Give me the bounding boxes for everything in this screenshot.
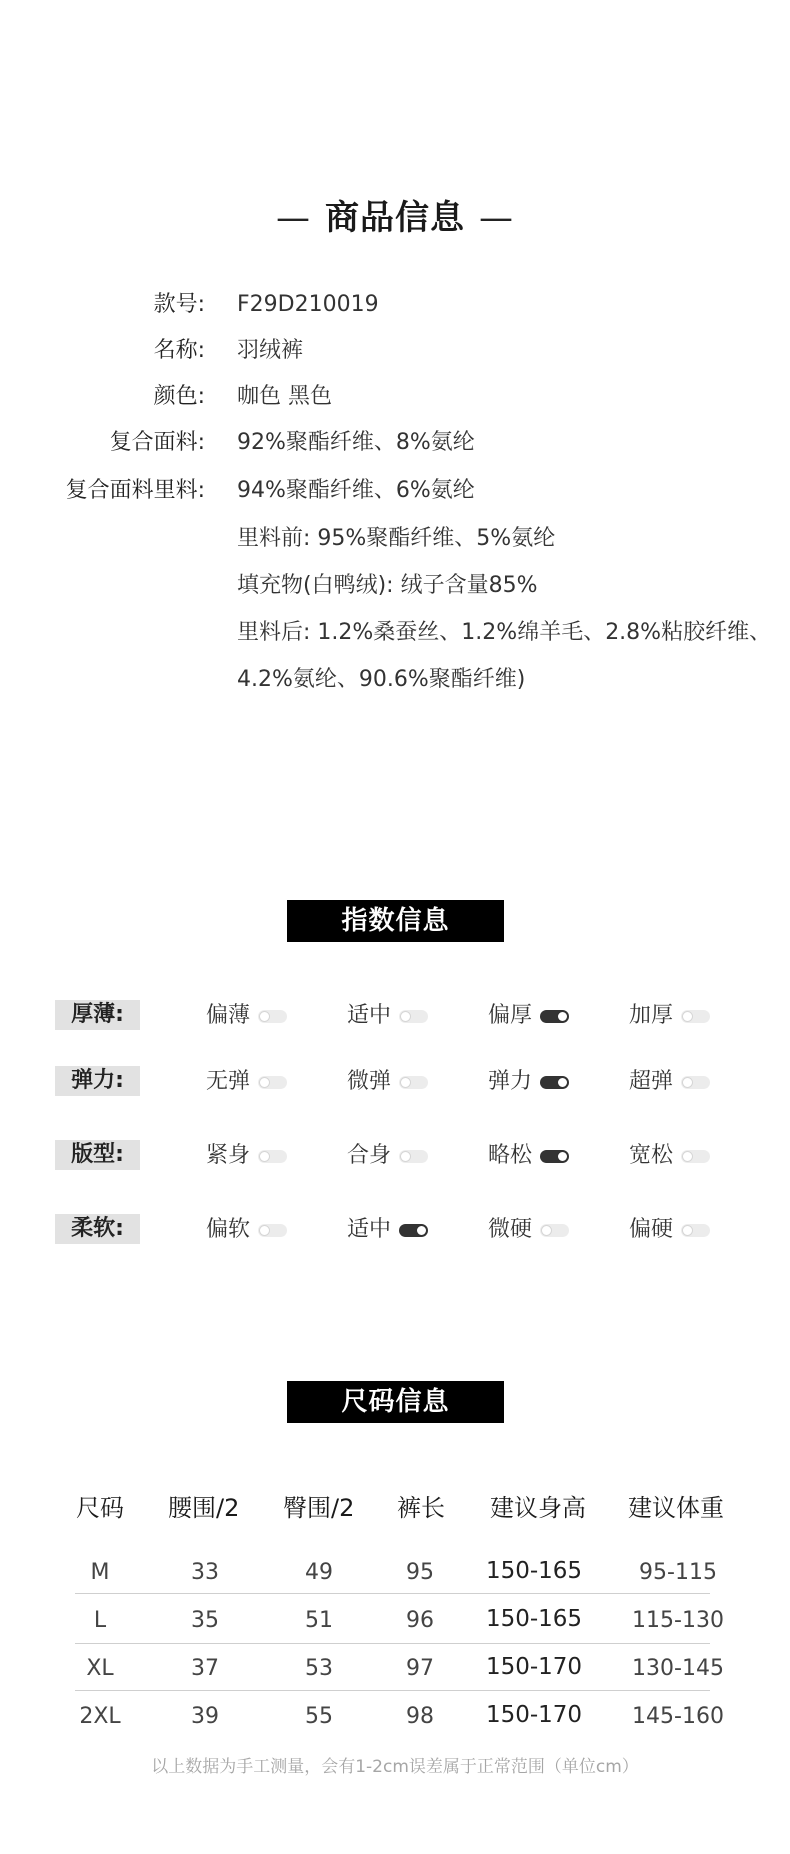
- index-option: [629, 1140, 710, 1172]
- index-option-label: 紧身: [206, 1143, 251, 1168]
- index-option: [488, 1000, 569, 1032]
- table-cell: 37: [191, 1656, 219, 1681]
- index-row-label: 柔软:: [55, 1214, 140, 1244]
- toggle-knob: [259, 1151, 270, 1162]
- index-row-softness: [0, 1214, 790, 1246]
- title-dash-left: —: [276, 198, 311, 238]
- table-cell: 98: [406, 1704, 434, 1729]
- table-cell: 55: [305, 1704, 333, 1729]
- toggle-knob: [416, 1225, 427, 1236]
- row-divider: [75, 1690, 710, 1691]
- index-option: [206, 1140, 287, 1172]
- toggle-knob: [400, 1077, 411, 1088]
- toggle-icon: [540, 1224, 569, 1237]
- table-cell: L: [93, 1608, 107, 1633]
- info-label: 复合面料里料:: [65, 478, 205, 503]
- table-cell: 96: [406, 1608, 434, 1633]
- toggle-icon: [258, 1150, 287, 1163]
- index-option-label: 宽松: [629, 1143, 674, 1168]
- toggle-icon: [258, 1224, 287, 1237]
- size-header: 尺码: [76, 1494, 124, 1522]
- table-cell: 150-170: [485, 1654, 583, 1680]
- index-option: [629, 1214, 710, 1246]
- table-cell: 97: [406, 1656, 434, 1681]
- info-row-lining: [0, 476, 790, 506]
- toggle-icon: [540, 1010, 569, 1023]
- toggle-knob: [259, 1225, 270, 1236]
- index-option-label: 微硬: [488, 1217, 533, 1242]
- table-cell: 115-130: [632, 1608, 724, 1633]
- table-cell: 49: [305, 1560, 333, 1585]
- table-cell: 39: [191, 1704, 219, 1729]
- index-option: [347, 1140, 428, 1172]
- table-cell: 95: [406, 1560, 434, 1585]
- index-row-label: 版型:: [55, 1140, 140, 1170]
- info-extra-line: 填充物(白鸭绒): 绒子含量85%: [237, 573, 538, 598]
- index-option-label: 加厚: [629, 1003, 674, 1028]
- index-option: [347, 1214, 428, 1246]
- toggle-icon: [540, 1150, 569, 1163]
- row-divider: [75, 1643, 710, 1644]
- index-row-elasticity: [0, 1066, 790, 1098]
- toggle-icon: [399, 1010, 428, 1023]
- info-value: 咖色 黑色: [237, 384, 332, 409]
- size-info-title: 尺码信息: [287, 1381, 504, 1423]
- info-extra-line: 里料后: 1.2%桑蚕丝、1.2%绵羊毛、2.8%粘胶纤维、: [237, 620, 772, 645]
- table-cell: 51: [305, 1608, 333, 1633]
- toggle-knob: [682, 1151, 693, 1162]
- toggle-icon: [681, 1076, 710, 1089]
- toggle-icon: [681, 1224, 710, 1237]
- toggle-knob: [259, 1011, 270, 1022]
- index-option-label: 适中: [347, 1217, 392, 1242]
- index-row-fit: [0, 1140, 790, 1172]
- index-option: [206, 1000, 287, 1032]
- toggle-knob: [682, 1011, 693, 1022]
- table-cell: 2XL: [79, 1704, 121, 1729]
- toggle-icon: [399, 1224, 428, 1237]
- title-dash-right: —: [479, 198, 514, 238]
- index-option: [488, 1214, 569, 1246]
- table-cell: 35: [191, 1608, 219, 1633]
- index-option-label: 超弹: [629, 1069, 674, 1094]
- index-option: [488, 1140, 569, 1172]
- size-header: 臀围/2: [283, 1494, 355, 1522]
- table-cell: XL: [86, 1656, 114, 1681]
- toggle-knob: [400, 1011, 411, 1022]
- info-row-name: [0, 336, 790, 366]
- toggle-knob: [557, 1011, 568, 1022]
- index-option-label: 微弹: [347, 1069, 392, 1094]
- product-info-title: [0, 190, 790, 239]
- table-cell: 130-145: [632, 1656, 724, 1681]
- size-header: 建议体重: [628, 1494, 724, 1522]
- toggle-icon: [258, 1010, 287, 1023]
- index-option-label: 偏硬: [629, 1217, 674, 1242]
- size-header: 裤长: [397, 1494, 445, 1522]
- index-option: [206, 1066, 287, 1098]
- table-cell: 53: [305, 1656, 333, 1681]
- toggle-knob: [682, 1077, 693, 1088]
- info-row-color: [0, 382, 790, 412]
- index-option-label: 偏薄: [206, 1003, 251, 1028]
- product-info-title-text: 商品信息: [325, 198, 465, 238]
- index-option: [347, 1066, 428, 1098]
- index-option: [629, 1066, 710, 1098]
- size-header: 腰围/2: [168, 1494, 240, 1522]
- toggle-knob: [259, 1077, 270, 1088]
- info-row-fabric: [0, 428, 790, 458]
- info-value: 羽绒裤: [237, 338, 304, 363]
- row-divider: [75, 1593, 710, 1594]
- index-option-label: 弹力: [488, 1069, 533, 1094]
- table-cell: 150-165: [485, 1558, 583, 1584]
- toggle-icon: [399, 1076, 428, 1089]
- toggle-knob: [557, 1077, 568, 1088]
- info-extra-line: 4.2%氨纶、90.6%聚酯纤维): [237, 667, 526, 692]
- toggle-icon: [681, 1150, 710, 1163]
- index-row-label: 弹力:: [55, 1066, 140, 1096]
- toggle-icon: [399, 1150, 428, 1163]
- toggle-icon: [258, 1076, 287, 1089]
- index-option-label: 略松: [488, 1143, 533, 1168]
- table-cell: 150-165: [485, 1606, 583, 1632]
- table-cell: M: [90, 1560, 110, 1585]
- info-extra-line: 里料前: 95%聚酯纤维、5%氨纶: [237, 526, 556, 551]
- index-option: [629, 1000, 710, 1032]
- toggle-knob: [400, 1151, 411, 1162]
- toggle-knob: [541, 1225, 552, 1236]
- toggle-knob: [557, 1151, 568, 1162]
- table-cell: 95-115: [639, 1560, 717, 1585]
- toggle-icon: [681, 1010, 710, 1023]
- index-row-thickness: [0, 1000, 790, 1032]
- info-label: 颜色:: [153, 384, 205, 409]
- index-info-title: 指数信息: [287, 900, 504, 942]
- index-option-label: 合身: [347, 1143, 392, 1168]
- table-cell: 145-160: [632, 1704, 724, 1729]
- index-option-label: 无弹: [206, 1069, 251, 1094]
- table-cell: 33: [191, 1560, 219, 1585]
- toggle-icon: [540, 1076, 569, 1089]
- index-option-label: 偏厚: [488, 1003, 533, 1028]
- size-header: 建议身高: [490, 1494, 586, 1522]
- info-row-style-no: [0, 290, 790, 320]
- index-option-label: 偏软: [206, 1217, 251, 1242]
- info-label: 名称:: [153, 338, 205, 363]
- info-label: 复合面料:: [109, 430, 205, 455]
- index-option: [488, 1066, 569, 1098]
- table-cell: 150-170: [485, 1702, 583, 1728]
- index-option-label: 适中: [347, 1003, 392, 1028]
- info-value: 92%聚酯纤维、8%氨纶: [237, 430, 475, 455]
- size-footnote: 以上数据为手工测量，会有1-2cm误差属于正常范围（单位cm）: [151, 1757, 639, 1777]
- info-value: 94%聚酯纤维、6%氨纶: [237, 478, 475, 503]
- index-option: [347, 1000, 428, 1032]
- index-option: [206, 1214, 287, 1246]
- info-label: 款号:: [153, 292, 205, 317]
- info-value: F29D210019: [237, 292, 379, 317]
- index-row-label: 厚薄:: [55, 1000, 140, 1030]
- toggle-knob: [682, 1225, 693, 1236]
